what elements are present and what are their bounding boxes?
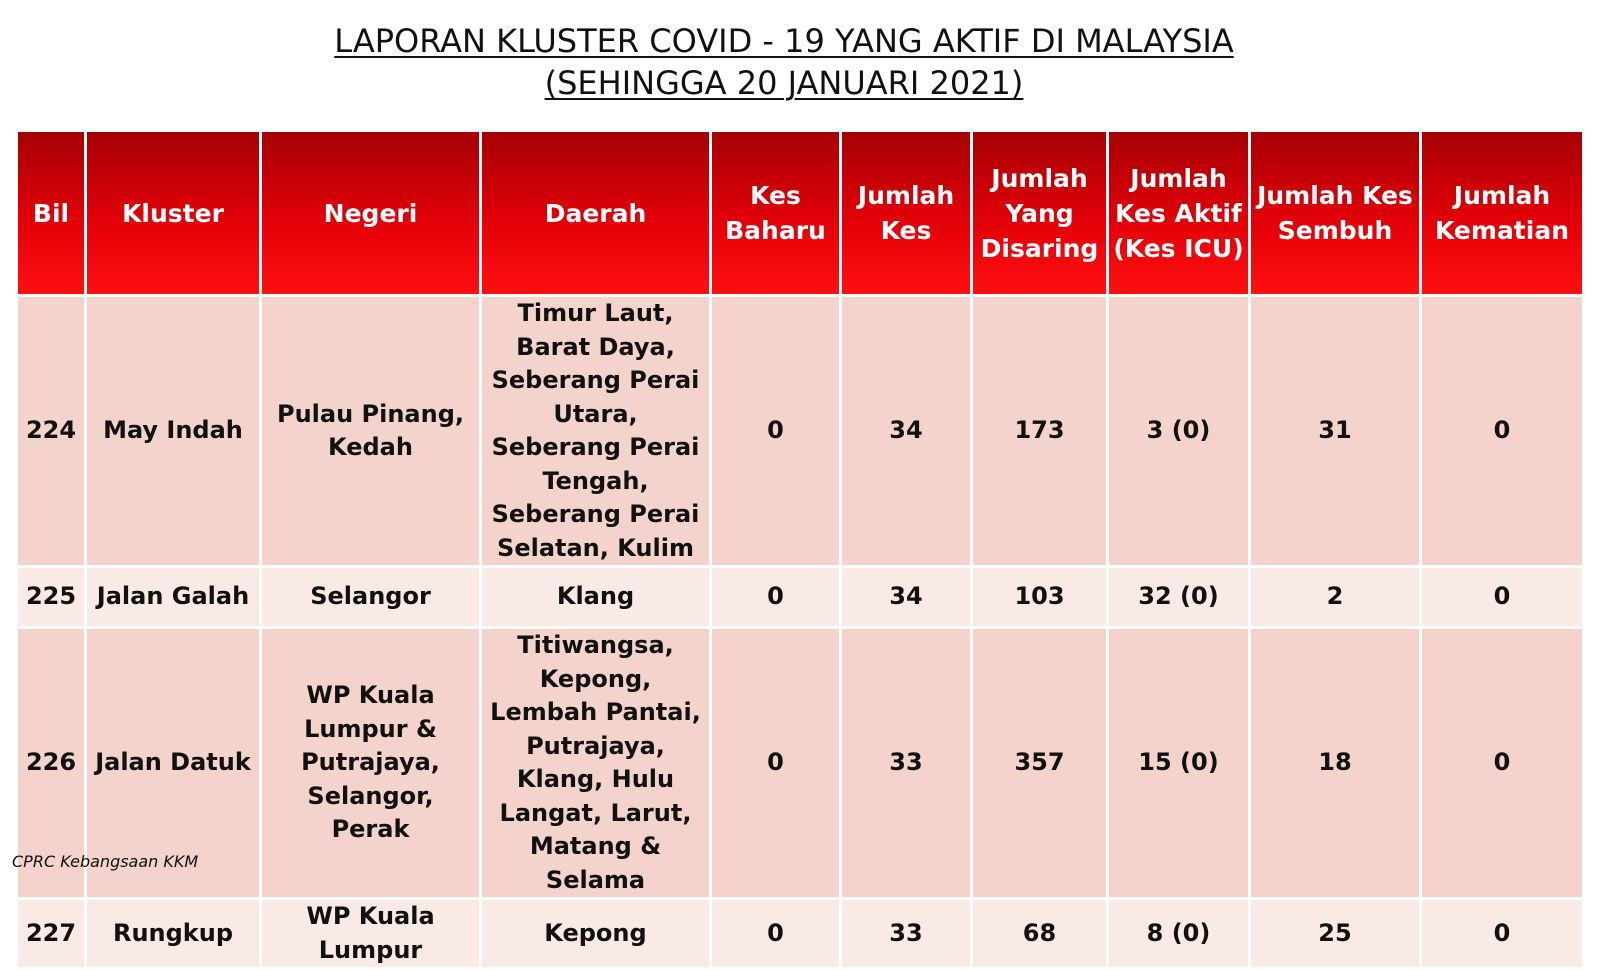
- cell-bil: 226: [18, 629, 84, 897]
- table-row: [18, 900, 1582, 967]
- table-row: [18, 568, 1582, 626]
- cell-jumlah-kes: 34: [842, 568, 970, 626]
- cell-jumlah-disaring: 103: [973, 568, 1106, 626]
- title-line-2: (SEHINGGA 20 JANUARI 2021): [544, 64, 1024, 102]
- cell-bil: 227: [18, 900, 84, 967]
- cell-jumlah-kematian: 0: [1422, 568, 1582, 626]
- cell-kluster: May Indah: [87, 297, 259, 565]
- cell-kluster: Jalan Galah: [87, 568, 259, 626]
- cell-jumlah-kes-aktif: 8 (0): [1109, 900, 1248, 967]
- cell-jumlah-kes-sembuh: 2: [1251, 568, 1419, 626]
- cell-daerah: Klang: [482, 568, 709, 626]
- header-kluster: Kluster: [87, 132, 259, 294]
- cell-negeri: Pulau Pinang, Kedah: [262, 297, 479, 565]
- cell-negeri: WP Kuala Lumpur & Putrajaya, Selangor, Perak: [262, 629, 479, 897]
- header-jumlah-kes: Jumlah Kes: [842, 132, 970, 294]
- header-daerah: Daerah: [482, 132, 709, 294]
- cell-daerah: Kepong: [482, 900, 709, 967]
- cell-jumlah-kes: 34: [842, 297, 970, 565]
- source-footnote: CPRC Kebangsaan KKM: [12, 852, 199, 871]
- header-jumlah-kes-sembuh: Jumlah Kes Sembuh: [1251, 132, 1419, 294]
- header-bil: Bil: [18, 132, 84, 294]
- report-title: [0, 20, 1568, 104]
- cell-kes-baharu: 0: [712, 568, 839, 626]
- cell-kluster: Rungkup: [87, 900, 259, 967]
- cell-kes-baharu: 0: [712, 629, 839, 897]
- table-row: [18, 297, 1582, 565]
- cell-negeri: WP Kuala Lumpur: [262, 900, 479, 967]
- header-negeri: Negeri: [262, 132, 479, 294]
- cluster-table: [15, 129, 1585, 970]
- cell-jumlah-disaring: 173: [973, 297, 1106, 565]
- cell-jumlah-disaring: 357: [973, 629, 1106, 897]
- cell-kes-baharu: 0: [712, 900, 839, 967]
- table-row: [18, 629, 1582, 897]
- cell-bil: 224: [18, 297, 84, 565]
- cell-jumlah-kematian: 0: [1422, 629, 1582, 897]
- cell-negeri: Selangor: [262, 568, 479, 626]
- cell-jumlah-disaring: 68: [973, 900, 1106, 967]
- cell-daerah: Titiwangsa, Kepong, Lembah Pantai, Putrajaya, Klang, Hulu Langat, Larut, Matang & Selama: [482, 629, 709, 897]
- cell-kes-baharu: 0: [712, 297, 839, 565]
- cell-bil: 225: [18, 568, 84, 626]
- header-jumlah-disaring: Jumlah Yang Disaring: [973, 132, 1106, 294]
- cell-jumlah-kes: 33: [842, 629, 970, 897]
- cell-jumlah-kes-sembuh: 25: [1251, 900, 1419, 967]
- cell-jumlah-kematian: 0: [1422, 900, 1582, 967]
- cell-jumlah-kes-aktif: 3 (0): [1109, 297, 1248, 565]
- header-jumlah-kematian: Jumlah Kematian: [1422, 132, 1582, 294]
- header-kes-baharu: Kes Baharu: [712, 132, 839, 294]
- cell-kluster: Jalan Datuk: [87, 629, 259, 897]
- header-jumlah-kes-aktif: Jumlah Kes Aktif (Kes ICU): [1109, 132, 1248, 294]
- cell-jumlah-kes: 33: [842, 900, 970, 967]
- cell-jumlah-kes-aktif: 32 (0): [1109, 568, 1248, 626]
- cell-daerah: Timur Laut, Barat Daya, Seberang Perai Utara, Seberang Perai Tengah, Seberang Perai Selatan, Kulim: [482, 297, 709, 565]
- cell-jumlah-kematian: 0: [1422, 297, 1582, 565]
- table-header-row: [18, 132, 1582, 294]
- cell-jumlah-kes-sembuh: 31: [1251, 297, 1419, 565]
- title-line-1: LAPORAN KLUSTER COVID - 19 YANG AKTIF DI MALAYSIA: [334, 22, 1234, 60]
- cell-jumlah-kes-aktif: 15 (0): [1109, 629, 1248, 897]
- cell-jumlah-kes-sembuh: 18: [1251, 629, 1419, 897]
